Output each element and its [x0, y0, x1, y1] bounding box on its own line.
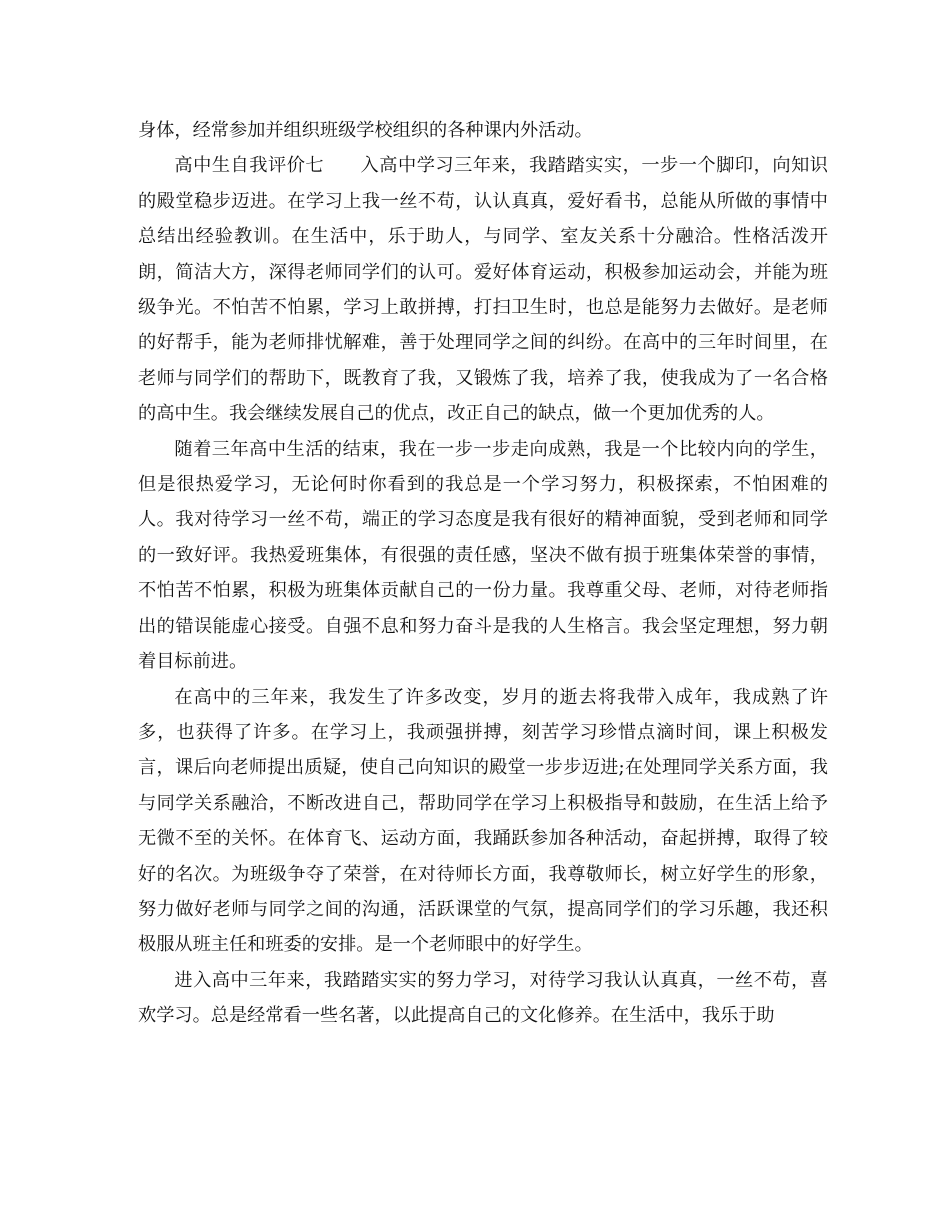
paragraph-4: 在高中的三年来，我发生了许多改变，岁月的逝去将我带入成年，我成熟了许多，也获得了许多。在学习上，我顽强拼搏，刻苦学习珍惜点滴时间，课上积极发言，课后向老师提出质疑，使自己向知识的殿堂一步步迈进;在处理同学关系方面，我与同学关系融洽，不断改进自己，帮助同学在学习上积极指导和鼓励，在生活上给予无微不至的关怀。在体育飞、运动方面，我踊跃参加各种活动，奋起拼搏，取得了较好的名次。为班级争夺了荣誉，在对待师长方面，我尊敬师长，树立好学生的形象，努力做好老师与同学之间的沟通，活跃课堂的气氛，提高同学们的学习乐趣，我还积极服从班主任和班委的安排。是一个老师眼中的好学生。: [138, 686, 828, 956]
paragraph-5: 进入高中三年来，我踏踏实实的努力学习，对待学习我认认真真，一丝不苟，喜欢学习。总是经常看一些名著，以此提高自己的文化修养。在生活中，我乐于助: [138, 969, 828, 1027]
section-heading: 高中生自我评价七: [174, 155, 325, 177]
document-body: [138, 113, 828, 1034]
paragraph-3: 随着三年高中生活的结束，我在一步一步走向成熟，我是一个比较内向的学生，但是很热爱学习，无论何时你看到的我总是一个学习努力，积极探索，不怕困难的人。我对待学习一丝不苟，端正的学习态度是我有很好的精神面貌，受到老师和同学的一致好评。我热爱班集体，有很强的责任感，坚决不做有损于班集体荣誉的事情，不怕苦不怕累，积极为班集体贡献自己的一份力量。我尊重父母、老师，对待老师指出的错误能虚心接受。自强不息和努力奋斗是我的人生格言。我会坚定理想，努力朝着目标前进。: [138, 438, 828, 673]
paragraph-1: 身体，经常参加并组织班级学校组织的各种课内外活动。: [138, 120, 593, 141]
paragraph-2: [138, 148, 828, 431]
paragraph-2-text: 入高中学习三年来，我踏踏实实，一步一个脚印，向知识的殿堂稳步迈进。在学习上我一丝不苟，认认真真，爱好看书，总能从所做的事情中总结出经验教训。在生活中，乐于助人，与同学、室友关系十分融洽。性格活泼开朗，简洁大方，深得老师同学们的认可。爱好体育运动，积极参加运动会，并能为班级争光。不怕苦不怕累，学习上敢拼搏，打扫卫生时，也总是能努力去做好。是老师的好帮手，能为老师排忧解难，善于处理同学之间的纠纷。在高中的三年时间里，在老师与同学们的帮助下，既教育了我，又锻炼了我，培养了我，使我成为了一名合格的高中生。我会继续发展自己的优点，改正自己的缺点，做一个更加优秀的人。: [138, 155, 828, 425]
